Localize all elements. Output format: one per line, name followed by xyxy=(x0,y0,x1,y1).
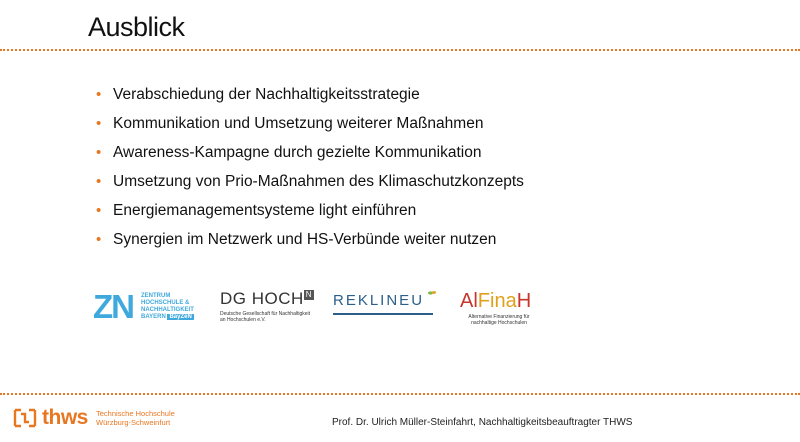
bullet-marker: • xyxy=(96,231,102,248)
bullet-marker: • xyxy=(96,86,102,103)
slide-title: Ausblick xyxy=(88,12,185,42)
list-item: • Energiemanagementsysteme light einführen xyxy=(96,200,524,229)
bullet-list xyxy=(96,84,524,258)
zn-bayzen-logo: ZN ZENTRUM HOCHSCHULE & NACHHALTIGKEIT BAYERN BayZeN xyxy=(93,288,194,325)
footer-divider xyxy=(0,393,800,395)
thws-emblem-icon xyxy=(12,405,38,431)
thws-logo: thws Technische Hochschule Würzburg-Schweinfurt xyxy=(12,404,202,432)
list-item: • Awareness-Kampagne durch gezielte Kommunikation xyxy=(96,142,524,171)
bullet-marker: • xyxy=(96,115,102,132)
alfinah-logo: AlFinaH Alternative Finanzierung für nachhaltige Hochschulen xyxy=(460,290,532,326)
list-item: • Kommunikation und Umsetzung weiterer Maßnahmen xyxy=(96,113,524,142)
list-item: • Synergien im Netzwerk und HS-Verbünde weiter nutzen xyxy=(96,229,524,258)
list-item: • Verabschiedung der Nachhaltigkeitsstrategie xyxy=(96,84,524,113)
bullet-marker: • xyxy=(96,202,102,219)
list-item: • Umsetzung von Prio-Maßnahmen des Klimaschutzkonzepts xyxy=(96,171,524,200)
title-divider xyxy=(0,49,800,51)
footer-author: Prof. Dr. Ulrich Müller-Steinfahrt, Nachhaltigkeitsbeauftragter THWS xyxy=(332,417,633,428)
reklineu-logo: REKLINEU xyxy=(333,292,437,322)
bullet-marker: • xyxy=(96,173,102,190)
leaf-icon xyxy=(428,290,436,296)
dg-hochn-logo: DG HOCH N Deutsche Gesellschaft für Nachhaltigkeit an Hochschulen e.V. xyxy=(220,289,313,323)
bullet-marker: • xyxy=(96,144,102,161)
